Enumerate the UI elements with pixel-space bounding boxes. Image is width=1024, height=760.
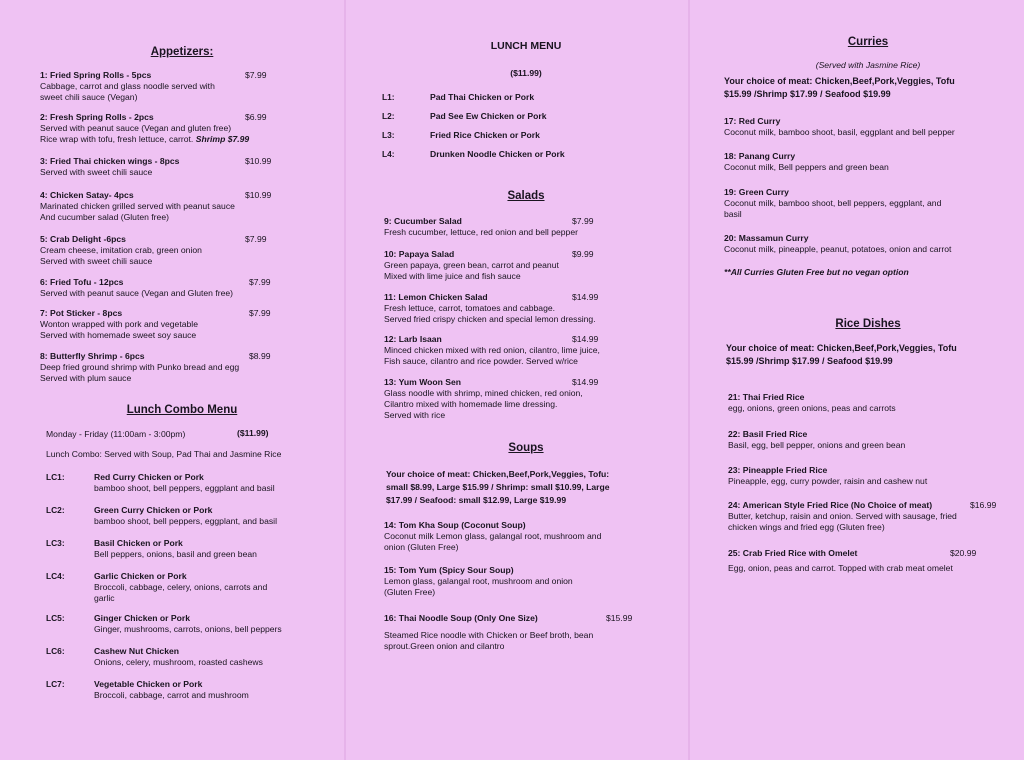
item-name: 24: American Style Fried Rice (No Choice of meat) bbox=[728, 500, 933, 510]
combo-code: LC4: bbox=[46, 571, 65, 581]
item-price: $9.99 bbox=[572, 249, 594, 259]
item-desc: Minced chicken mixed with red onion, cilantro, lime juice, bbox=[384, 345, 600, 355]
item-desc: Cream cheese, imitation crab, green onion bbox=[40, 245, 202, 255]
item-desc: Lemon glass, galangal root, mushroom and onion bbox=[384, 576, 573, 586]
combo-code: LC1: bbox=[46, 472, 65, 482]
lunch-code: L2: bbox=[382, 111, 395, 121]
panel-fold bbox=[344, 0, 346, 760]
item-desc: basil bbox=[724, 209, 742, 219]
item-desc: Served fried crispy chicken and special lemon dressing. bbox=[384, 314, 596, 324]
appetizer-item bbox=[40, 234, 332, 267]
curries-meat-choice: Your choice of meat: Chicken,Beef,Pork,Veggies, Tofu $15.99 /Shrimp $17.99 / Seafood $19.99 bbox=[724, 76, 955, 99]
lunch-row bbox=[376, 149, 676, 163]
lunch-row bbox=[376, 130, 676, 144]
soup-item bbox=[384, 520, 676, 553]
item-price: $7.99 bbox=[245, 70, 267, 80]
rice-item bbox=[728, 548, 1018, 574]
shrimp-upcharge: Shrimp $7.99 bbox=[195, 134, 250, 144]
curry-item bbox=[724, 233, 1018, 255]
combo-text: Cashew Nut Chicken Onions, celery, mushroom, roasted cashews bbox=[94, 646, 263, 667]
item-price: $16.99 bbox=[970, 500, 997, 510]
item-desc: Marinated chicken grilled served with peanut sauce bbox=[40, 201, 235, 211]
item-desc: Served with sweet chili sauce bbox=[40, 256, 153, 266]
rice-item bbox=[728, 429, 1018, 451]
item-name: 22: Basil Fried Rice bbox=[728, 429, 808, 439]
salad-item bbox=[384, 249, 676, 282]
salad-item bbox=[384, 216, 676, 238]
item-desc: Served with plum sauce bbox=[40, 373, 132, 383]
lunch-name: Pad See Ew Chicken or Pork bbox=[430, 111, 547, 121]
salad-item bbox=[384, 292, 676, 325]
item-desc: Wonton wrapped with pork and vegetable bbox=[40, 319, 198, 329]
soup-item bbox=[384, 613, 676, 652]
lunch-row bbox=[376, 111, 676, 125]
lunch-code: L4: bbox=[382, 149, 395, 159]
item-name: 17: Red Curry bbox=[724, 116, 781, 126]
lunch-name: Drunken Noodle Chicken or Pork bbox=[430, 149, 565, 159]
item-desc: Fresh cucumber, lettuce, red onion and bell pepper bbox=[384, 227, 578, 237]
lunch-price: ($11.99) bbox=[510, 68, 542, 78]
salad-item bbox=[384, 377, 676, 421]
item-desc: Green papaya, green bean, carrot and peanut bbox=[384, 260, 559, 270]
combo-code: LC2: bbox=[46, 505, 65, 515]
item-desc: Served with homemade sweet soy sauce bbox=[40, 330, 197, 340]
lunch-row bbox=[376, 92, 676, 106]
item-name: 11: Lemon Chicken Salad bbox=[384, 292, 488, 302]
rice-item bbox=[728, 392, 1018, 414]
curries-heading: Curries bbox=[847, 36, 889, 48]
item-desc: Fish sauce, cilantro and rice powder. Served w/rice bbox=[384, 356, 578, 366]
rice-dishes-heading: Rice Dishes bbox=[835, 318, 901, 330]
item-desc: egg, onions, green onions, peas and carrots bbox=[728, 403, 896, 413]
item-desc: Coconut milk, Bell peppers and green bean bbox=[724, 162, 889, 172]
item-name: 10: Papaya Salad bbox=[384, 249, 455, 259]
item-name: 6: Fried Tofu - 12pcs bbox=[40, 277, 124, 287]
rice-meat-choice: Your choice of meat: Chicken,Beef,Pork,Veggies, Tofu $15.99 /Shrimp $17.99 / Seafood $19.99 bbox=[726, 343, 957, 366]
item-name: 18: Panang Curry bbox=[724, 151, 796, 161]
item-price: $7.99 bbox=[249, 277, 271, 287]
item-desc: Basil, egg, bell pepper, onions and green bean bbox=[728, 440, 906, 450]
item-name: 16: Thai Noodle Soup (Only One Size) bbox=[384, 613, 538, 623]
item-desc: chicken wings and fried egg (Gluten free) bbox=[728, 522, 885, 532]
item-name: 21: Thai Fried Rice bbox=[728, 392, 805, 402]
item-desc: Cilantro mixed with homemade lime dressing. bbox=[384, 399, 558, 409]
combo-text: Basil Chicken or Pork Bell peppers, onions, basil and green bean bbox=[94, 538, 257, 559]
item-desc: Served with sweet chili sauce bbox=[40, 167, 153, 177]
item-desc: Steamed Rice noodle with Chicken or Beef broth, bean bbox=[384, 630, 594, 640]
item-price: $6.99 bbox=[245, 112, 267, 122]
item-desc: And cucumber salad (Gluten free) bbox=[40, 212, 169, 222]
curry-item bbox=[724, 116, 1018, 138]
appetizer-item bbox=[40, 70, 332, 103]
combo-text: Garlic Chicken or Pork Broccoli, cabbage, celery, onions, carrots and garlic bbox=[94, 571, 268, 603]
lunch-name: Pad Thai Chicken or Pork bbox=[430, 92, 535, 102]
item-name: 4: Chicken Satay- 4pcs bbox=[40, 190, 134, 200]
item-price: $20.99 bbox=[950, 548, 977, 558]
combo-code: LC3: bbox=[46, 538, 65, 548]
soup-item bbox=[384, 565, 676, 598]
item-desc: Coconut milk Lemon glass, galangal root, mushroom and bbox=[384, 531, 602, 541]
item-desc: Butter, ketchup, raisin and onion. Served with sausage, fried bbox=[728, 511, 957, 521]
rice-item bbox=[728, 500, 1018, 533]
combo-text: Vegetable Chicken or Pork Broccoli, cabbage, carrot and mushroom bbox=[94, 679, 249, 700]
item-desc: Coconut milk, bamboo shoot, basil, eggplant and bell pepper bbox=[724, 127, 955, 137]
item-name: 1: Fried Spring Rolls - 5pcs bbox=[40, 70, 152, 80]
item-desc: Rice wrap with tofu, fresh lettuce, carrot. bbox=[40, 134, 194, 144]
item-name: 2: Fresh Spring Rolls - 2pcs bbox=[40, 112, 154, 122]
item-name: 23: Pineapple Fried Rice bbox=[728, 465, 828, 475]
soups-meat-choice: Your choice of meat: Chicken,Beef,Pork,Veggies, Tofu: small $8.99, Large $15.99 / Shrimp: small $10.99, Large $17.99 / Seafood: small $12.99, Large $19.99 bbox=[386, 469, 610, 505]
item-name: 20: Massamun Curry bbox=[724, 233, 809, 243]
combo-code: LC5: bbox=[46, 613, 65, 623]
combo-row bbox=[32, 472, 332, 493]
item-name: 25: Crab Fried Rice with Omelet bbox=[728, 548, 858, 558]
item-name: 19: Green Curry bbox=[724, 187, 789, 197]
appetizer-item bbox=[40, 190, 332, 223]
middle-panel bbox=[376, 0, 676, 760]
left-panel bbox=[32, 0, 332, 760]
combo-price: ($11.99) bbox=[237, 428, 269, 438]
combo-code: LC7: bbox=[46, 679, 65, 689]
item-name: 12: Larb Isaan bbox=[384, 334, 442, 344]
panel-fold bbox=[688, 0, 690, 760]
salads-heading: Salads bbox=[507, 190, 545, 202]
item-desc: Cabbage, carrot and glass noodle served with bbox=[40, 81, 215, 91]
item-desc: Glass noodle with shrimp, mined chicken, red onion, bbox=[384, 388, 583, 398]
appetizer-item bbox=[40, 308, 332, 341]
item-price: $7.99 bbox=[249, 308, 271, 318]
lunch-combo-heading: Lunch Combo Menu bbox=[126, 404, 238, 416]
item-name: 13: Yum Woon Sen bbox=[384, 377, 462, 387]
item-name: 7: Pot Sticker - 8pcs bbox=[40, 308, 123, 318]
item-desc: Served with peanut sauce (Vegan and Gluten free) bbox=[40, 288, 234, 298]
lunch-menu-heading: LUNCH MENU bbox=[490, 40, 562, 52]
appetizers-heading: Appetizers: bbox=[150, 46, 214, 58]
item-price: $10.99 bbox=[245, 156, 272, 166]
combo-text: Red Curry Chicken or Pork bamboo shoot, bell peppers, eggplant and basil bbox=[94, 472, 275, 493]
item-desc: Served with rice bbox=[384, 410, 446, 420]
item-desc: Deep fried ground shrimp with Punko bread and egg bbox=[40, 362, 240, 372]
soups-heading: Soups bbox=[508, 442, 544, 454]
curries-note: **All Curries Gluten Free but no vegan option bbox=[724, 267, 909, 277]
curry-item bbox=[724, 187, 1018, 220]
rice-item bbox=[728, 465, 1018, 487]
appetizer-item bbox=[40, 156, 332, 178]
item-desc: Egg, onion, peas and carrot. Topped with crab meat omelet bbox=[728, 563, 953, 573]
right-panel bbox=[718, 0, 1018, 760]
item-name: 9: Cucumber Salad bbox=[384, 216, 462, 226]
item-desc: Mixed with lime juice and fish sauce bbox=[384, 271, 521, 281]
item-price: $14.99 bbox=[572, 292, 599, 302]
item-name: 3: Fried Thai chicken wings - 8pcs bbox=[40, 156, 180, 166]
combo-text: Green Curry Chicken or Pork bamboo shoot, bell peppers, eggplant, and basil bbox=[94, 505, 277, 526]
lunch-code: L3: bbox=[382, 130, 395, 140]
combo-code: LC6: bbox=[46, 646, 65, 656]
item-price: $10.99 bbox=[245, 190, 272, 200]
combo-text: Ginger Chicken or Pork Ginger, mushrooms, carrots, onions, bell peppers bbox=[94, 613, 282, 634]
item-price: $14.99 bbox=[572, 334, 599, 344]
item-desc: (Gluten Free) bbox=[384, 587, 436, 597]
curry-item bbox=[724, 151, 1018, 173]
combo-hours: Monday - Friday (11:00am - 3:00pm) bbox=[46, 429, 186, 439]
item-price: $14.99 bbox=[572, 377, 599, 387]
item-desc: sweet chili sauce (Vegan) bbox=[40, 92, 138, 102]
item-name: 5: Crab Delight -6pcs bbox=[40, 234, 126, 244]
appetizer-item bbox=[40, 112, 332, 145]
curries-subtitle: (Served with Jasmine Rice) bbox=[815, 60, 921, 70]
item-price: $7.99 bbox=[572, 216, 594, 226]
item-price: $7.99 bbox=[245, 234, 267, 244]
item-price: $15.99 bbox=[606, 613, 633, 623]
item-desc: Pineapple, egg, curry powder, raisin and cashew nut bbox=[728, 476, 928, 486]
item-desc: Coconut milk, pineapple, peanut, potatoes, onion and carrot bbox=[724, 244, 952, 254]
item-desc: sprout.Green onion and cilantro bbox=[384, 641, 505, 651]
item-name: 15: Tom Yum (Spicy Sour Soup) bbox=[384, 565, 514, 575]
item-name: 14: Tom Kha Soup (Coconut Soup) bbox=[384, 520, 526, 530]
lunch-code: L1: bbox=[382, 92, 395, 102]
item-price: $8.99 bbox=[249, 351, 271, 361]
item-name: 8: Butterfly Shrimp - 6pcs bbox=[40, 351, 145, 361]
item-desc: Served with peanut sauce (Vegan and gluten free) bbox=[40, 123, 232, 133]
appetizer-item bbox=[40, 351, 332, 384]
item-desc: Fresh lettuce, carrot, tomatoes and cabbage. bbox=[384, 303, 556, 313]
combo-note: Lunch Combo: Served with Soup, Pad Thai and Jasmine Rice bbox=[46, 449, 282, 459]
item-desc: onion (Gluten Free) bbox=[384, 542, 459, 552]
appetizer-item bbox=[40, 277, 332, 299]
item-desc: Coconut milk, bamboo shoot, bell peppers, eggplant, and bbox=[724, 198, 942, 208]
lunch-name: Fried Rice Chicken or Pork bbox=[430, 130, 540, 140]
salad-item bbox=[384, 334, 676, 367]
